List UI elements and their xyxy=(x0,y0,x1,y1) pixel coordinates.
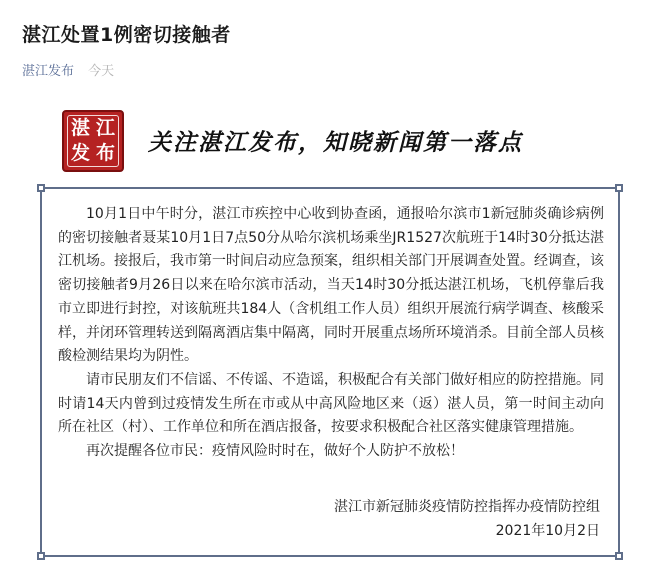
notice-paragraph: 再次提醒各位市民：疫情风险时时在，做好个人防护不放松！ xyxy=(86,443,464,460)
article-meta xyxy=(22,60,114,79)
corner-ornament xyxy=(615,552,623,560)
author-link[interactable]: 湛江发布 xyxy=(22,64,75,79)
notice-paragraph: 10月1日中午时分，湛江市疾控中心收到协查函，通报哈尔滨市1新冠肺炎确诊病例的密切接触者聂某10月1日7点50分从哈尔滨机场乘坐JR1527次航班于14时30分抵达湛江机场。接报后，我市第一时间启动应急预案，组织相关部门开展调查处置。经调查，该密切接触者9月26日以来在哈尔滨市活动，当天14时30分抵达湛江机场，飞机停靠后我市立即进行封控，对该航班共184人（含机组工作人员）组织开展流行病学调查、核酸采样，并闭环管理转送到隔离酒店集中隔离，同时开展重点场所环境消杀。目前全部人员核酸检测结果均为阴性。 xyxy=(58,206,604,365)
publish-date: 今天 xyxy=(88,64,115,79)
seal-char: 发 xyxy=(70,142,90,164)
corner-ornament xyxy=(37,552,45,560)
seal-char: 江 xyxy=(95,117,115,139)
signature-date: 2021年10月2日 xyxy=(495,523,600,539)
notice-paragraph: 请市民朋友们不信谣、不传谣、不造谣，积极配合有关部门做好相应的防控措施。同时请14天内曾到过疫情发生所在市或从中高风险地区来（返）湛人员，第一时间主动向所在社区（村）、工作单位和所在酒店报备，按要求积极配合社区落实健康管理措施。 xyxy=(58,371,604,436)
corner-ornament xyxy=(615,184,623,192)
signature-org: 湛江市新冠肺炎疫情防控指挥办疫情防控组 xyxy=(334,499,600,515)
notice-signature-block xyxy=(334,495,600,543)
brand-seal-logo xyxy=(62,110,124,172)
notice-box xyxy=(40,187,620,557)
banner-slogan: 关注湛江发布，知晓新闻第一落点 xyxy=(148,130,523,156)
banner xyxy=(62,110,602,172)
seal-char: 布 xyxy=(95,142,115,164)
article-title: 湛江处置1例密切接触者 xyxy=(22,24,231,46)
seal-char: 湛 xyxy=(70,117,90,139)
corner-ornament xyxy=(37,184,45,192)
notice-body xyxy=(58,203,604,464)
